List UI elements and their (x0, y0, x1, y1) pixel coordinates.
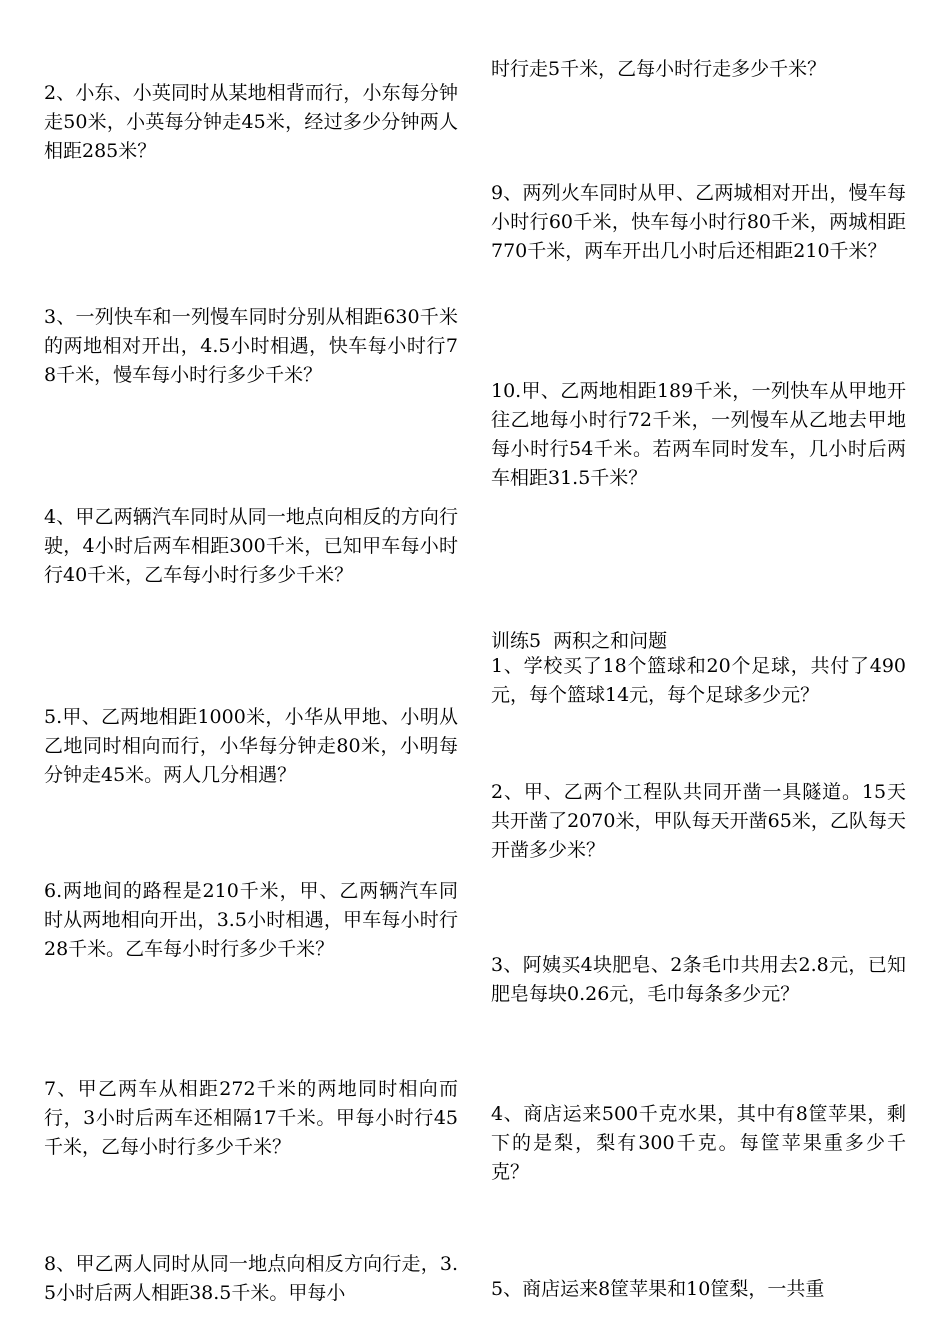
problem-10: 10.甲、乙两地相距189千米，一列快车从甲地开往乙地每小时行72千米，一列慢车从乙地去甲地每小时行54千米。若两车同时发车，几小时后两车相距31.5千米？ (491, 380, 906, 489)
training5-problem-3: 3、阿姨买4块肥皂、2条毛巾共用去2.8元，已知肥皂每块0.26元，毛巾每条多少元？ (491, 954, 906, 1005)
problem-5: 5.甲、乙两地相距1000米，小华从甲地、小明从乙地同时相向而行，小华每分钟走80米，小明每分钟走45米。两人几分相遇？ (44, 706, 458, 786)
problem-9: 9、两列火车同时从甲、乙两城相对开出，慢车每小时行60千米，快车每小时行80千米，两城相距770千米，两车开出几小时后还相距210千米？ (491, 182, 906, 262)
problem-2: 2、小东、小英同时从某地相背而行，小东每分钟走50米，小英每分钟走45米，经过多少分钟两人相距285米？ (44, 82, 458, 162)
problem-4: 4、甲乙两辆汽车同时从同一地点向相反的方向行驶，4小时后两车相距300千米，已知甲车每小时行40千米，乙车每小时行多少千米？ (44, 506, 458, 586)
section-heading: 训练5 两积之和问题 (491, 630, 668, 652)
problem-8-continued: 时行走5千米，乙每小时行走多少千米？ (491, 58, 827, 80)
training5-problem-5: 5、商店运来8筐苹果和10筐梨，一共重 (491, 1278, 825, 1300)
training5-problem-1: 1、学校买了18个篮球和20个足球，共付了490元，每个篮球14元，每个足球多少元？ (491, 655, 906, 706)
training5-problem-2: 2、甲、乙两个工程队共同开凿一具隧道。15天共开凿了2070米，甲队每天开凿65米，乙队每天开凿多少米？ (491, 781, 906, 861)
problem-8: 8、甲乙两人同时从同一地点向相反方向行走，3.5小时后两人相距38.5千米。甲每小 (44, 1253, 458, 1304)
problem-3: 3、一列快车和一列慢车同时分别从相距630千米的两地相对开出，4.5小时相遇，快车每小时行78千米，慢车每小时行多少千米？ (44, 306, 458, 386)
problem-6: 6.两地间的路程是210千米，甲、乙两辆汽车同时从两地相向开出，3.5小时相遇，甲车每小时行28千米。乙车每小时行多少千米？ (44, 880, 458, 960)
training5-problem-4: 4、商店运来500千克水果，其中有8筐苹果，剩下的是梨，梨有300千克。每筐苹果重多少千克？ (491, 1103, 906, 1183)
problem-7: 7、甲乙两车从相距272千米的两地同时相向而行，3小时后两车还相隔17千米。甲每小时行45千米，乙每小时行多少千米？ (44, 1078, 458, 1158)
